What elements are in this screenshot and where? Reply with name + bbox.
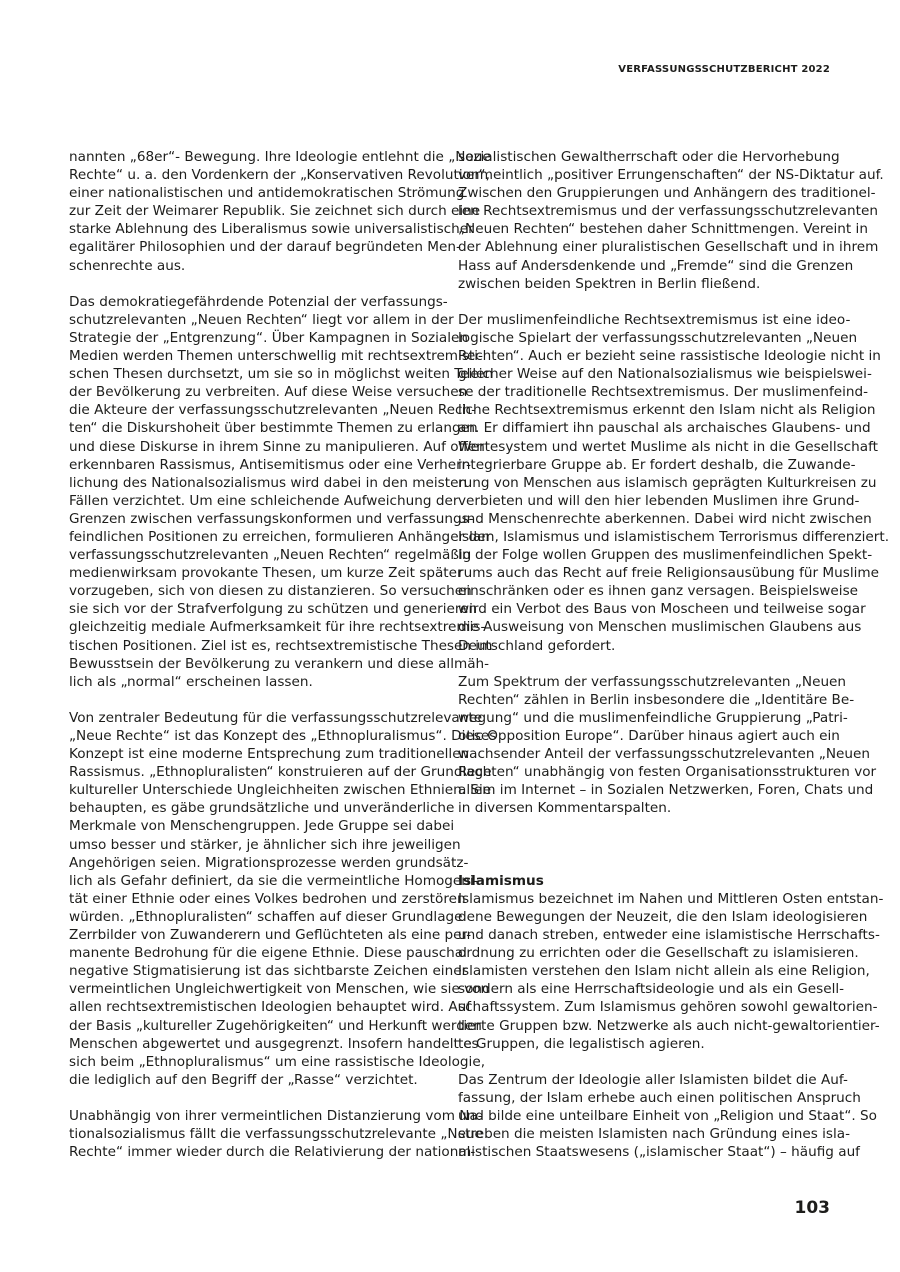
text-line: Zerrbilder von Zuwanderern und Geflüchteten als eine per- xyxy=(69,927,472,944)
text-line: Der muslimenfeindliche Rechtsextremismus ist eine ideo- xyxy=(458,311,851,328)
text-line: behaupten, es gäbe grundsätzliche und unveränderliche xyxy=(69,800,455,817)
text-line: Von zentraler Bedeutung für die verfassungsschutzrelevante xyxy=(69,709,483,726)
text-line: Islam, Islamismus und islamistischem Terrorismus differenziert. xyxy=(458,528,890,545)
text-line: Bewusstsein der Bevölkerung zu verankern und diese allmäh- xyxy=(69,655,490,672)
text-line: Rechte“ u. a. den Vordenkern der „Konservativen Revolution“, xyxy=(69,167,490,184)
text-line: rung von Menschen aus islamisch geprägten Kulturkreisen zu xyxy=(458,474,877,491)
text-line: Strategie der „Entgrenzung“. Über Kampagnen in Sozialen xyxy=(69,329,468,346)
paragraph-gap xyxy=(69,275,435,293)
text-line: Rassismus. „Ethnopluralisten“ konstruieren auf der Grundlage xyxy=(69,764,492,781)
text-line: se der traditionelle Rechtsextremismus. Der muslimenfeind- xyxy=(458,384,869,401)
text-line: starke Ablehnung des Liberalismus sowie universalistischer xyxy=(69,221,474,238)
text-line: medienwirksam provokante Thesen, um kurze Zeit später xyxy=(69,565,463,582)
text-line: sondern als eine Herrschaftsideologie und als ein Gesell- xyxy=(458,981,845,998)
paragraph-gap xyxy=(458,293,830,311)
text-line: der Bevölkerung zu verbreiten. Auf diese Weise versuchen xyxy=(69,384,468,401)
text-line: wegung“ und die muslimenfeindliche Gruppierung „Patri- xyxy=(458,709,848,726)
text-line: manente Bedrohung für die eigene Ethnie. Diese pauschal xyxy=(69,945,467,962)
text-line: kultureller Unterschiede Ungleichheiten zwischen Ethnien. Sie xyxy=(69,782,492,799)
text-line: Unabhängig von ihrer vermeintlichen Distanzierung vom Na- xyxy=(69,1107,483,1124)
text-line: Rechten“ zählen in Berlin insbesondere die „Identitäre Be- xyxy=(458,691,855,708)
text-line: Rechte“ immer wieder durch die Relativierung der national- xyxy=(69,1144,476,1161)
text-line: tierte Gruppen bzw. Netzwerke als auch nicht-gewaltorientier- xyxy=(458,1017,880,1034)
text-line: allen rechtsextremistischen Ideologien behauptet wird. Auf xyxy=(69,999,472,1016)
text-line: die lediglich auf den Begriff der „Rasse“ verzichtet. xyxy=(69,1071,418,1088)
text-line: „Neue Rechte“ ist das Konzept des „Ethnopluralismus“. Dieses xyxy=(69,728,497,744)
text-line: Merkmale von Menschengruppen. Jede Gruppe sei dabei xyxy=(69,818,455,835)
text-line: te Gruppen, die legalistisch agieren. xyxy=(458,1035,705,1052)
text-line: und diese Diskurse in ihrem Sinne zu manipulieren. Auf offen xyxy=(69,438,485,455)
text-line: logische Spielart der verfassungsschutzrelevanten „Neuen xyxy=(458,329,858,346)
text-line: lichung des Nationalsozialismus wird dabei in den meisten xyxy=(69,474,468,491)
section-heading: Islamismus xyxy=(458,872,544,889)
text-line: Menschen abgewertet und ausgegrenzt. Insofern handelt es xyxy=(69,1035,479,1052)
text-line: Konzept ist eine moderne Entsprechung zum traditionellen xyxy=(69,746,470,763)
paragraph-gap xyxy=(69,1089,435,1107)
text-line: In der Folge wollen Gruppen des muslimenfeindlichen Spekt- xyxy=(458,547,873,564)
text-line: wird ein Verbot des Baus von Moscheen und teilweise sogar xyxy=(458,601,866,618)
text-line: die Ausweisung von Menschen muslimischen Glaubens aus xyxy=(458,619,862,636)
text-line: Deutschland gefordert. xyxy=(458,637,616,654)
text-line: Zum Spektrum der verfassungsschutzrelevanten „Neuen xyxy=(458,673,847,690)
text-line: schen Thesen durchsetzt, um sie so in möglichst weiten Teilen xyxy=(69,366,494,383)
text-line: in diversen Kommentarspalten. xyxy=(458,800,672,817)
text-line: egalitärer Philosophien und der darauf begründeten Men- xyxy=(69,239,461,256)
text-line: ten“ die Diskurshoheit über bestimmte Themen zu erlangen xyxy=(69,420,478,437)
text-line: sozialistischen Gewaltherrschaft oder die Hervorhebung xyxy=(458,149,840,165)
text-line: erkennbaren Rassismus, Antisemitismus oder eine Verherr- xyxy=(69,456,472,473)
text-line: tät einer Ethnie oder eines Volkes bedrohen und zerstören xyxy=(69,890,466,907)
text-line: und bilde eine unteilbare Einheit von „Religion und Staat“. So xyxy=(458,1107,877,1124)
text-line: Rechten“. Auch er bezieht seine rassistische Ideologie nicht in xyxy=(458,348,881,365)
text-line: vorzugeben, sich von diesen zu distanzieren. So versuchen xyxy=(69,583,472,600)
left-column xyxy=(69,148,497,1161)
page-number: 103 xyxy=(794,1198,830,1218)
text-line: die Akteure der verfassungsschutzrelevanten „Neuen Rech- xyxy=(69,402,477,419)
text-line: streben die meisten Islamisten nach Gründung eines isla- xyxy=(458,1126,851,1143)
text-line: der Ablehnung einer pluralistischen Gesellschaft und in ihrem xyxy=(458,239,879,256)
text-line: schutzrelevanten „Neuen Rechten“ liegt vor allem in der xyxy=(69,311,454,328)
text-line: an. Er diffamiert ihn pauschal als archaisches Glaubens- und xyxy=(458,420,871,437)
text-line: tischen Positionen. Ziel ist es, rechtsextremistische Thesen im xyxy=(69,637,493,654)
text-line: verfassungsschutzrelevanten „Neuen Rechten“ regelmäßig xyxy=(69,547,472,564)
text-line: rums auch das Recht auf freie Religionsausübung für Muslime xyxy=(458,565,879,582)
text-line: verbieten und will den hier lebenden Muslimen ihre Grund- xyxy=(458,492,860,509)
text-line: gleicher Weise auf den Nationalsozialismus wie beispielswei- xyxy=(458,366,872,383)
text-line: einer nationalistischen und antidemokratischen Strömung xyxy=(69,185,465,202)
text-line: allem im Internet – in Sozialen Netzwerken, Foren, Chats und xyxy=(458,782,874,799)
text-line: gleichzeitig mediale Aufmerksamkeit für ihre rechtsextremis- xyxy=(69,619,486,636)
text-line: Grenzen zwischen verfassungskonformen und verfassungs- xyxy=(69,510,474,527)
text-line: Das demokratiegefährdende Potenzial der verfassungs- xyxy=(69,293,448,310)
text-line: vermeintlichen Ungleichwertigkeit von Menschen, wie sie von xyxy=(69,981,490,998)
text-line: otic Opposition Europe“. Darüber hinaus agiert auch ein xyxy=(458,728,840,744)
text-line: sich beim „Ethnopluralismus“ um eine rassistische Ideologie, xyxy=(69,1053,486,1070)
right-column xyxy=(458,148,890,1161)
text-line: Rechten“ unabhängig von festen Organisationsstrukturen vor xyxy=(458,764,877,781)
text-line: sie sich vor der Strafverfolgung zu schützen und generieren xyxy=(69,601,478,618)
text-line: lich als Gefahr definiert, da sie die vermeintliche Homogeni- xyxy=(69,872,479,889)
text-line: vermeintlich „positiver Errungenschaften“ der NS-Diktatur auf. xyxy=(458,167,884,184)
text-line: und Menschenrechte aberkennen. Dabei wird nicht zwischen xyxy=(458,510,872,527)
text-line: „Neuen Rechten“ bestehen daher Schnittmengen. Vereint in xyxy=(458,221,868,238)
paragraph-gap xyxy=(458,1053,830,1071)
text-line: und danach streben, entweder eine islamistische Herrschafts- xyxy=(458,927,880,944)
text-line: Islamisten verstehen den Islam nicht allein als eine Religion, xyxy=(458,963,870,980)
text-line: mistischen Staatswesens („islamischer Staat“) – häufig auf xyxy=(458,1144,860,1161)
text-line: ordnung zu errichten oder die Gesellschaft zu islamisieren. xyxy=(458,945,859,962)
text-line: len Rechtsextremismus und der verfassungsschutzrelevanten xyxy=(458,203,878,220)
text-line: schenrechte aus. xyxy=(69,257,186,274)
text-line: feindlichen Positionen zu erreichen, formulieren Anhänger der xyxy=(69,528,492,545)
text-line: der Basis „kultureller Zugehörigkeiten“ und Herkunft werden xyxy=(69,1017,482,1034)
text-line: einschränken oder es ihnen ganz versagen. Beispielsweise xyxy=(458,583,859,600)
text-line: lich als „normal“ erscheinen lassen. xyxy=(69,673,313,690)
text-line: Hass auf Andersdenkende und „Fremde“ sind die Grenzen xyxy=(458,257,854,274)
paragraph-gap xyxy=(458,655,830,673)
text-line: Zwischen den Gruppierungen und Anhängern des traditionel- xyxy=(458,185,876,202)
text-line: Angehörigen seien. Migrationsprozesse werden grundsätz- xyxy=(69,854,469,871)
text-line: zur Zeit der Weimarer Republik. Sie zeichnet sich durch eine xyxy=(69,203,481,220)
text-line: würden. „Ethnopluralisten“ schaffen auf dieser Grundlage xyxy=(69,908,463,925)
paragraph-gap xyxy=(69,691,435,709)
text-line: wachsender Anteil der verfassungsschutzrelevanten „Neuen xyxy=(458,746,870,763)
text-line: Islamismus bezeichnet im Nahen und Mittleren Osten entstan- xyxy=(458,890,884,907)
right-column-body xyxy=(458,148,890,817)
text-line: tionalsozialismus fällt die verfassungsschutzrelevante „Neue xyxy=(69,1126,483,1143)
text-line: Wertesystem und wertet Muslime als nicht in die Gesellschaft xyxy=(458,438,878,455)
text-line: umso besser und stärker, je ähnlicher sich ihre jeweiligen xyxy=(69,836,461,853)
section-body xyxy=(458,890,884,1161)
text-line: Medien werden Themen unterschwellig mit rechtsextremisti- xyxy=(69,348,483,365)
text-line: Fällen verzichtet. Um eine schleichende Aufweichung der xyxy=(69,492,459,509)
text-line: dene Bewegungen der Neuzeit, die den Islam ideologisieren xyxy=(458,908,868,925)
text-line: integrierbare Gruppe ab. Er fordert deshalb, die Zuwande- xyxy=(458,456,856,473)
text-line: nannten „68er“- Bewegung. Ihre Ideologie entlehnt die „Neue xyxy=(69,149,491,165)
text-line: liche Rechtsextremismus erkennt den Islam nicht als Religion xyxy=(458,402,876,419)
running-header: VERFASSUNGSSCHUTZBERICHT 2022 xyxy=(618,64,830,75)
text-line: zwischen beiden Spektren in Berlin fließend. xyxy=(458,275,761,292)
text-line: schaftssystem. Zum Islamismus gehören sowohl gewaltorien- xyxy=(458,999,878,1016)
text-line: fassung, der Islam erhebe auch einen politischen Anspruch xyxy=(458,1089,861,1106)
text-line: negative Stigmatisierung ist das sichtbarste Zeichen einer xyxy=(69,963,468,980)
text-line: Das Zentrum der Ideologie aller Islamisten bildet die Auf- xyxy=(458,1071,848,1088)
